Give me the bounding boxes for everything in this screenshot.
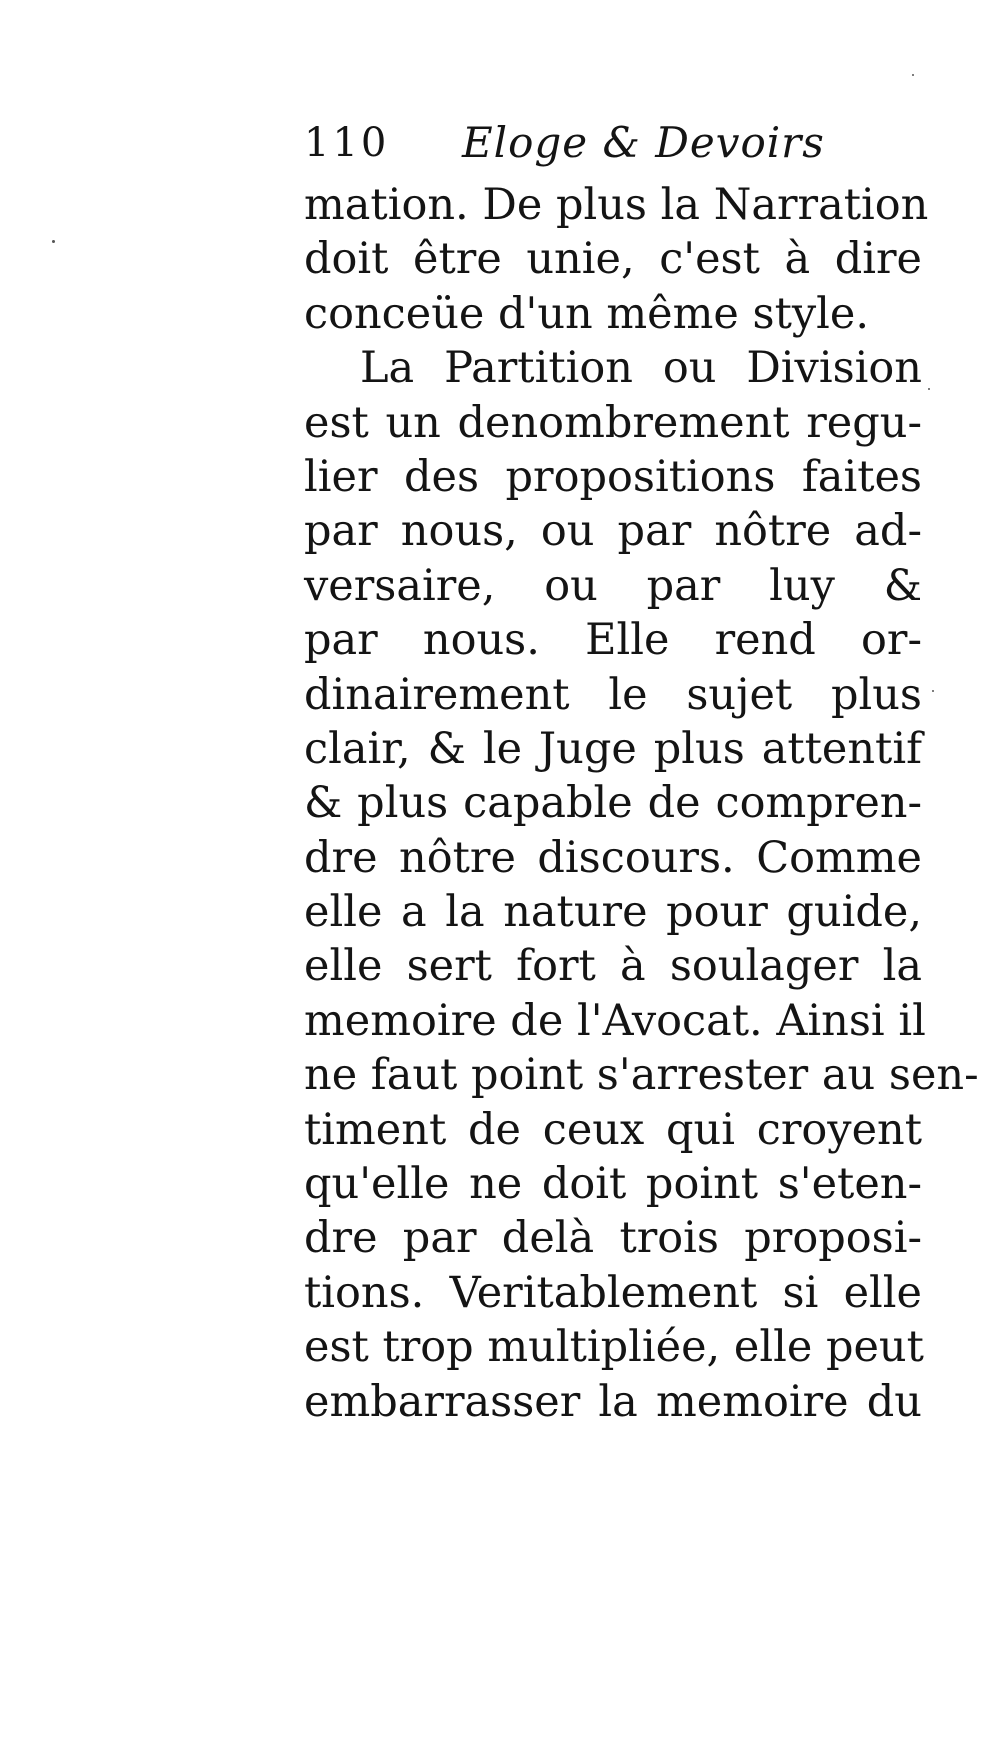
text-line: & plus capable de compren- bbox=[304, 778, 922, 829]
paper-speck bbox=[928, 388, 930, 390]
text-line: dre par delà trois proposi- bbox=[304, 1213, 922, 1264]
text-line: dinairement le sujet plus bbox=[304, 669, 922, 720]
text-line: memoire de l'Avocat. Ainsi il bbox=[304, 995, 926, 1046]
text-line: est trop multipliée, elle peut bbox=[304, 1322, 924, 1373]
paper-speck bbox=[912, 74, 914, 76]
running-head: Eloge & Devoirs bbox=[462, 118, 825, 167]
paragraph-start-line: La Partition ou Division bbox=[360, 343, 922, 394]
page-number: 110 bbox=[304, 120, 390, 166]
text-line: est un denombrement regu- bbox=[304, 397, 922, 448]
page-header bbox=[304, 120, 924, 180]
text-line: conceüe d'un même style. bbox=[304, 288, 870, 339]
text-line: doit être unie, c'est à dire bbox=[304, 234, 922, 285]
text-line: elle sert fort à soulager la bbox=[304, 941, 922, 992]
text-line: elle a la nature pour guide, bbox=[304, 887, 922, 938]
body-text bbox=[304, 178, 979, 1429]
text-line: lier des propositions faites bbox=[304, 451, 922, 502]
text-line: dre nôtre discours. Comme bbox=[304, 832, 922, 883]
text-line: mation. De plus la Narration bbox=[304, 180, 929, 230]
text-line: versaire, ou par luy & bbox=[304, 560, 922, 611]
text-line: ne faut point s'arrester au sen- bbox=[304, 1050, 979, 1101]
text-line: clair, & le Juge plus attentif bbox=[304, 723, 922, 774]
text-line: par nous, ou par nôtre ad- bbox=[304, 506, 922, 557]
text-line: tions. Veritablement si elle bbox=[304, 1267, 922, 1318]
paper-speck bbox=[52, 240, 55, 243]
text-line: qu'elle ne doit point s'eten- bbox=[304, 1159, 922, 1210]
text-line: timent de ceux qui croyent bbox=[304, 1104, 922, 1155]
text-line: par nous. Elle rend or- bbox=[304, 615, 922, 666]
paper-speck bbox=[932, 690, 934, 692]
text-line: embarrasser la memoire du bbox=[304, 1376, 922, 1427]
